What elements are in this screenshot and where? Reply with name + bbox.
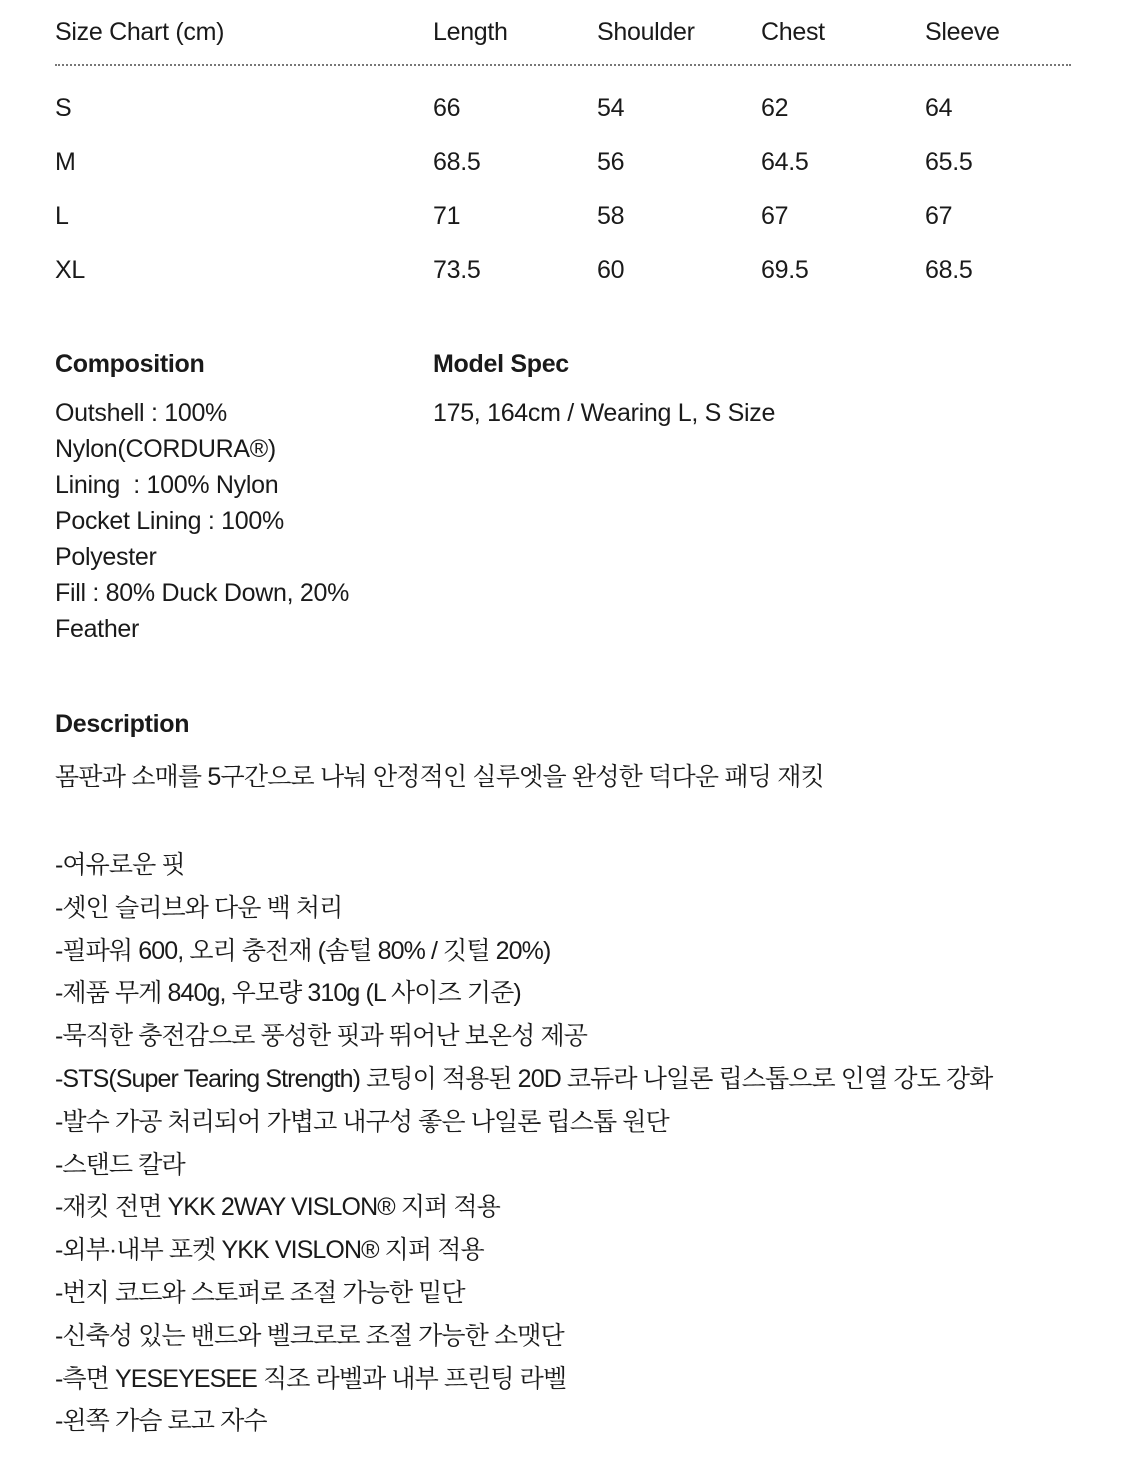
composition-line: Fill : 80% Duck Down, 20% [55, 579, 350, 607]
header-shoulder: Shoulder [597, 18, 695, 46]
feature-list [55, 844, 1115, 1443]
header-sleeve: Sleeve [925, 18, 1000, 46]
list-item: -제품 무게 840g, 우모량 310g (L 사이즈 기준) [55, 979, 521, 1008]
sleeve-value: 67 [925, 201, 953, 230]
chest-value: 64.5 [761, 147, 809, 176]
chest-value: 67 [761, 201, 789, 230]
shoulder-value: 58 [597, 201, 625, 230]
table-row [55, 189, 1071, 243]
length-value: 66 [433, 93, 461, 122]
list-item: -재킷 전면 YKK 2WAY VISLON® 지퍼 적용 [55, 1193, 500, 1222]
description-title: Description [55, 710, 190, 738]
size-label: M [55, 147, 76, 176]
size-chart-body [55, 66, 1071, 297]
size-chart-table [55, 14, 1071, 297]
composition-line: Feather [55, 615, 140, 643]
table-row [55, 135, 1071, 189]
list-item: -셋인 슬리브와 다운 백 처리 [55, 893, 343, 922]
length-value: 73.5 [433, 255, 481, 284]
header-chest: Chest [761, 18, 825, 46]
sleeve-value: 65.5 [925, 147, 973, 176]
composition-line: Outshell : 100% [55, 399, 227, 427]
chest-value: 69.5 [761, 255, 809, 284]
composition-section [55, 350, 415, 647]
description-intro: 몸판과 소매를 5구간으로 나눠 안정적인 실루엣을 완성한 덕다운 패딩 재킷 [55, 763, 824, 791]
composition-line: Nylon(CORDURA®) [55, 435, 276, 463]
list-item: -스탠드 칼라 [55, 1150, 185, 1179]
sleeve-value: 64 [925, 93, 953, 122]
size-label: S [55, 93, 72, 122]
description-section [55, 710, 1115, 1443]
shoulder-value: 56 [597, 147, 625, 176]
table-row [55, 81, 1071, 135]
list-item: -외부·내부 포켓 YKK VISLON® 지퍼 적용 [55, 1236, 484, 1265]
composition-line: Lining : 100% Nylon [55, 471, 279, 499]
composition-line: Pocket Lining : 100% [55, 507, 284, 535]
model-spec-section [433, 350, 933, 431]
model-spec-value: 175, 164cm / Wearing L, S Size [433, 399, 776, 427]
list-item: -신축성 있는 밴드와 벨크로로 조절 가능한 소맷단 [55, 1321, 564, 1350]
shoulder-value: 54 [597, 93, 625, 122]
shoulder-value: 60 [597, 255, 625, 284]
size-label: L [55, 201, 69, 230]
list-item: -왼쪽 가슴 로고 자수 [55, 1407, 267, 1436]
list-item: -묵직한 충전감으로 풍성한 핏과 뛰어난 보온성 제공 [55, 1022, 587, 1051]
list-item: -발수 가공 처리되어 가볍고 내구성 좋은 나일론 립스톱 원단 [55, 1107, 669, 1136]
list-item: -번지 코드와 스토퍼로 조절 가능한 밑단 [55, 1278, 465, 1307]
length-value: 68.5 [433, 147, 481, 176]
sleeve-value: 68.5 [925, 255, 973, 284]
table-row [55, 243, 1071, 297]
composition-lines [55, 395, 415, 647]
header-length: Length [433, 18, 508, 46]
composition-title: Composition [55, 350, 205, 378]
list-item: -여유로운 핏 [55, 851, 185, 879]
size-label: XL [55, 255, 85, 284]
list-item: -STS(Super Tearing Strength) 코팅이 적용된 20D 코듀라 나일론 립스톱으로 인열 강도 강화 [55, 1064, 993, 1093]
size-chart-title: Size Chart (cm) [55, 18, 225, 46]
composition-line: Polyester [55, 543, 157, 571]
chest-value: 62 [761, 93, 789, 122]
list-item: -측면 YESEYESEE 직조 라벨과 내부 프린팅 라벨 [55, 1364, 567, 1393]
model-spec-title: Model Spec [433, 350, 569, 378]
list-item: -필파워 600, 오리 충전재 (솜털 80% / 깃털 20%) [55, 936, 551, 965]
length-value: 71 [433, 201, 461, 230]
size-chart-header-row [55, 14, 1071, 66]
